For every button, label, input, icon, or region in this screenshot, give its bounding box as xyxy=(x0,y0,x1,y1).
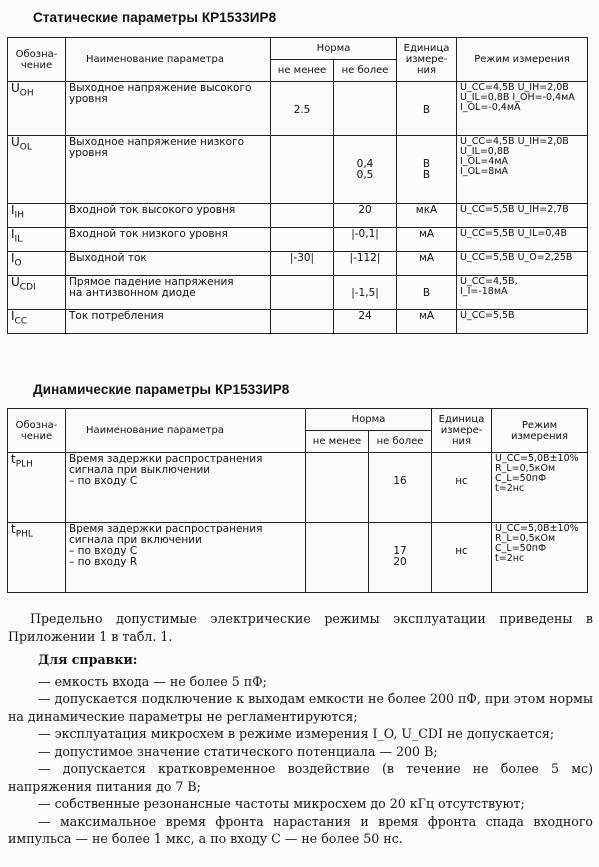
reference-item: — собственные резонансные частоты микросхем до 20 кГц отсутствуют; xyxy=(38,796,525,811)
table-row xyxy=(8,136,588,204)
header-min: не менее xyxy=(306,431,369,453)
param-symbol xyxy=(8,523,66,593)
param-symbol-letter: U xyxy=(11,275,20,289)
param-unit: B xyxy=(397,82,457,136)
param-name: Входной ток низкого уровня xyxy=(66,228,271,252)
param-symbol-subscript: CC xyxy=(14,316,28,327)
reference-title: Для справки: xyxy=(38,652,138,667)
param-max: 0,4 0,5 xyxy=(334,136,397,204)
header-unit-text: Единица измере- ния xyxy=(403,43,450,76)
param-min: |-30| xyxy=(271,252,334,276)
param-name: Входной ток высокого уровня xyxy=(66,204,271,228)
param-mode: U_CC=4,5В, I_I=-18мА xyxy=(457,276,588,310)
reference-item: — эксплуатация микросхем в режиме измерения I_O, U_CDI не допускается; xyxy=(38,726,555,741)
header-name: Наименование параметра xyxy=(66,409,306,453)
param-mode: U_CC=5,5В xyxy=(457,310,588,334)
table-row xyxy=(8,204,588,228)
param-symbol-subscript: PLH xyxy=(15,459,33,470)
static-params-table xyxy=(7,37,588,334)
table-row xyxy=(8,453,588,523)
param-symbol xyxy=(8,453,66,523)
table-row xyxy=(8,276,588,310)
param-unit: нс xyxy=(432,523,492,593)
param-min xyxy=(271,136,334,204)
param-symbol-letter: I xyxy=(11,251,15,265)
param-min xyxy=(271,204,334,228)
param-symbol-subscript: OL xyxy=(19,142,32,153)
param-symbol-subscript: CDI xyxy=(19,282,36,293)
param-max: 20 xyxy=(334,204,397,228)
param-symbol xyxy=(8,136,66,204)
reference-item: — максимальное время фронта нарастания и время фронта спада входного импульса — не более 1 мкс, а по входу C — не более 50 нс. xyxy=(8,813,593,846)
dynamic-params-body xyxy=(8,453,588,593)
param-symbol-letter: U xyxy=(11,135,20,149)
reference-item: — емкость входа — не более 5 пФ; xyxy=(38,673,267,689)
table-row xyxy=(8,523,588,593)
reference-list xyxy=(8,673,593,848)
param-min xyxy=(306,523,369,593)
header-symbol-text: Обозна- чение xyxy=(15,419,58,442)
param-symbol-subscript: PHL xyxy=(15,529,33,540)
param-symbol-subscript: IH xyxy=(14,210,24,221)
param-mode: U_CC=4,5В U_IH=2,0В U_IL=0,8В I_OH=-0,4мА I_OL=-0,4мА xyxy=(457,82,588,136)
param-symbol xyxy=(8,252,66,276)
notes-section xyxy=(8,610,593,848)
param-mode: U_CC=5,5В U_IL=0,4В xyxy=(457,228,588,252)
param-min xyxy=(271,310,334,334)
dynamic-params-table xyxy=(7,408,588,593)
param-symbol xyxy=(8,82,66,136)
param-unit: B B xyxy=(397,136,457,204)
header-mode: Режим измерения xyxy=(457,38,588,82)
param-symbol-subscript: OH xyxy=(19,88,34,99)
param-symbol xyxy=(8,228,66,252)
header-symbol xyxy=(8,409,66,453)
param-max xyxy=(334,82,397,136)
table-row xyxy=(8,228,588,252)
param-symbol-letter: U xyxy=(11,81,20,95)
param-name: Выходное напряжение высокого уровня xyxy=(66,82,271,136)
header-unit xyxy=(397,38,457,82)
param-max: 16 xyxy=(369,453,432,523)
param-symbol-subscript: O xyxy=(14,258,22,269)
reference-item: — допускается кратковременное воздействие (в течение не более 5 мс) напряжения питания до 7 В; xyxy=(8,761,593,794)
header-symbol-text: Обозна- чение xyxy=(15,48,58,71)
param-min xyxy=(271,228,334,252)
param-symbol-letter: t xyxy=(11,452,16,466)
table-row xyxy=(8,82,588,136)
param-max: |-1,5| xyxy=(334,276,397,310)
table-row xyxy=(8,252,588,276)
param-name: Время задержки распространения сигнала при включении – по входу C – по входу R xyxy=(66,523,306,593)
param-max: |-0,1| xyxy=(334,228,397,252)
header-mode: Режим измерения xyxy=(492,409,588,453)
param-symbol-letter: I xyxy=(11,227,15,241)
header-unit xyxy=(432,409,492,453)
param-name: Прямое падение напряжения на антизвонном диоде xyxy=(66,276,271,310)
param-max: 24 xyxy=(334,310,397,334)
param-symbol-letter: t xyxy=(11,522,16,536)
param-mode: U_CC=5,0В±10% R_L=0,5кОм C_L=50пФ t=2нс xyxy=(492,453,588,523)
reference-item: — допустимое значение статического потенциала — 200 В; xyxy=(38,743,438,759)
param-mode: U_CC=5,0В±10% R_L=0,5кОм C_L=50пФ t=2нс xyxy=(492,523,588,593)
table-row xyxy=(8,310,588,334)
header-min: не менее xyxy=(271,60,334,82)
header-max: не более xyxy=(334,60,397,82)
param-symbol xyxy=(8,204,66,228)
static-params-title: Статические параметры КР1533ИР8 xyxy=(33,10,277,25)
header-name: Наименование параметра xyxy=(66,38,271,82)
header-norm: Норма xyxy=(271,38,397,60)
header-norm: Норма xyxy=(306,409,432,431)
param-symbol-letter: I xyxy=(11,309,15,323)
static-params-body xyxy=(8,82,588,334)
param-unit: B xyxy=(397,276,457,310)
param-max: 17 20 xyxy=(369,523,432,593)
dynamic-params-title: Динамические параметры КР1533ИР8 xyxy=(33,382,290,397)
param-mode: U_CC=5,5В U_O=2,25В xyxy=(457,252,588,276)
param-name: Ток потребления xyxy=(66,310,271,334)
param-mode: U_CC=5,5В U_IH=2,7В xyxy=(457,204,588,228)
param-unit: мкА xyxy=(397,204,457,228)
param-unit: мА xyxy=(397,310,457,334)
param-symbol xyxy=(8,276,66,310)
header-symbol xyxy=(8,38,66,82)
reference-item: — допускается подключение к выходам емкости не более 200 пФ, при этом нормы на динамические параметры не регламентируются; xyxy=(8,691,593,724)
param-name: Выходной ток xyxy=(66,252,271,276)
notes-intro: Предельно допустимые электрические режимы эксплуатации приведены в Приложении 1 в табл. 1. xyxy=(8,611,593,644)
param-min xyxy=(306,453,369,523)
header-max: не более xyxy=(369,431,432,453)
param-mode: U_CC=4,5В U_IH=2,0В U_IL=0,8В I_OL=4мА I_OL=8мА xyxy=(457,136,588,204)
param-symbol-subscript: IL xyxy=(14,234,23,245)
param-symbol-letter: I xyxy=(11,203,15,217)
param-unit: мА xyxy=(397,228,457,252)
param-max: |-112| xyxy=(334,252,397,276)
param-unit: мА xyxy=(397,252,457,276)
param-name: Выходное напряжение низкого уровня xyxy=(66,136,271,204)
param-min xyxy=(271,276,334,310)
param-symbol xyxy=(8,310,66,334)
param-name: Время задержки распространения сигнала при выключении – по входу C xyxy=(66,453,306,523)
header-unit-text: Единица измере- ния xyxy=(438,414,485,447)
param-unit: нс xyxy=(432,453,492,523)
param-min: 2.5 xyxy=(271,82,334,136)
